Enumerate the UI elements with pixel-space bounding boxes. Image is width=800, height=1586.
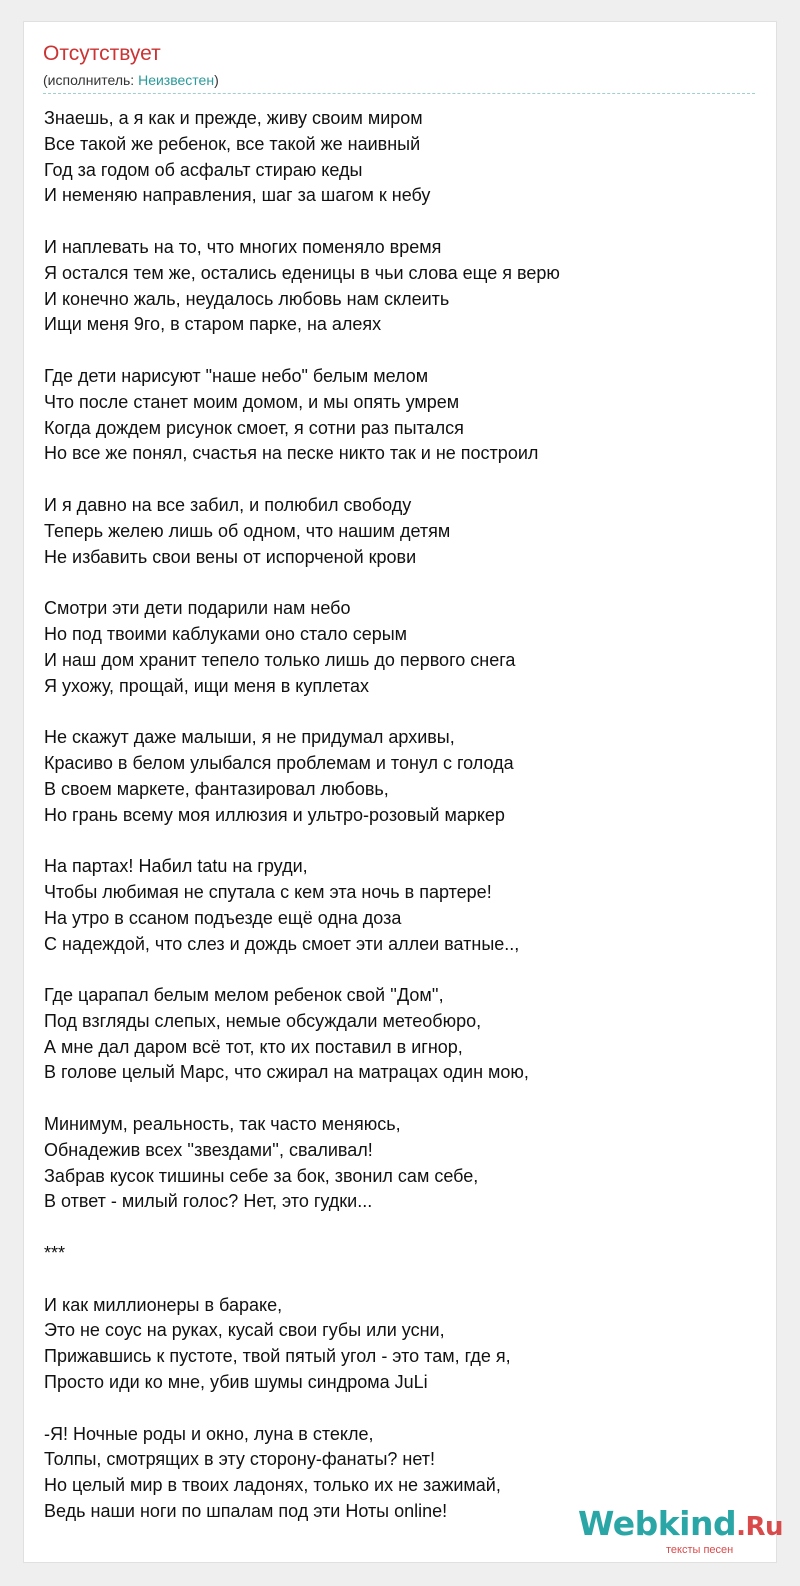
lyric-line: На утро в ссаном подъезде ещё одна доза	[44, 907, 402, 928]
lyric-line: Прижавшись к пустоте, твой пятый угол - это там, где я,	[44, 1346, 511, 1367]
lyric-line: Обнадежив всех ''звездами'', сваливал!	[44, 1139, 373, 1160]
lyric-line: Красиво в белом улыбался проблемам и тонул с голода	[44, 752, 514, 773]
lyric-line: Но под твоими каблуками оно стало серым	[44, 623, 408, 644]
lyric-line: И я давно на все забил, и полюбил свободу	[44, 494, 412, 515]
lyrics-stanza	[44, 596, 764, 699]
lyric-line: Но целый мир в твоих ладонях, только их не зажимай,	[44, 1475, 501, 1496]
lyrics-stanza	[44, 364, 764, 467]
lyric-line: Год за годом об асфальт стираю кеды	[44, 159, 363, 180]
lyric-line: Под взгляды слепых, немые обсуждали метеобюро,	[44, 1010, 482, 1031]
logo-tagline: тексты песен	[666, 1544, 734, 1556]
lyric-line: Теперь желею лишь об одном, что нашим детям	[44, 520, 451, 541]
lyric-line: Я ухожу, прощай, ищи меня в куплетах	[44, 675, 370, 696]
song-title: Отсутствует	[43, 42, 161, 65]
lyric-line: Смотри эти дети подарили нам небо	[44, 598, 351, 619]
webkind-logo[interactable]	[578, 1504, 784, 1563]
lyric-line: С надеждой, что слез и дождь смоет эти аллеи ватные..,	[44, 933, 520, 954]
artist-suffix: )	[214, 72, 219, 88]
lyric-line: Не избавить свои вены от испорченой крови	[44, 546, 417, 567]
logo-tld: .Ru	[736, 1512, 784, 1542]
lyrics-card	[23, 21, 784, 1563]
lyrics-stanza	[44, 725, 764, 828]
lyric-line: А мне дал даром всё тот, кто их поставил в игнор,	[44, 1036, 463, 1057]
logo-word: Webkind	[578, 1504, 737, 1543]
lyrics-stanza	[44, 235, 764, 338]
lyric-line: Где царапал белым мелом ребенок свой ''Дом'',	[44, 985, 444, 1006]
lyric-line: Что после станет моим домом, и мы опять умрем	[44, 391, 460, 412]
lyric-line: Знаешь, а я как и прежде, живу своим миром	[44, 108, 423, 128]
lyric-line: Но грань всему моя иллюзия и ультро-розовый маркер	[44, 804, 505, 825]
lyrics-stanza	[44, 1241, 764, 1267]
lyric-line: И как миллионеры в бараке,	[44, 1294, 283, 1315]
lyrics-body	[44, 106, 764, 1551]
artist-link[interactable]: Неизвестен	[138, 72, 215, 88]
lyric-line: В ответ - милый голос? Нет, это гудки...	[44, 1191, 373, 1212]
lyrics-stanza	[44, 854, 764, 957]
lyric-line: ***	[44, 1243, 66, 1264]
lyric-line: В голове целый Марс, что сжирал на матрацах один мою,	[44, 1062, 529, 1083]
lyrics-stanza	[44, 1293, 764, 1396]
lyric-line: -Я! Ночные роды и окно, луна в стекле,	[44, 1423, 374, 1444]
lyric-line: Я остался тем же, остались еденицы в чьи слова еще я верю	[44, 262, 560, 283]
lyrics-stanza	[44, 983, 764, 1086]
lyric-line: На партах! Набил tatu на груди,	[44, 856, 308, 877]
lyrics-stanza	[44, 106, 764, 209]
lyrics-stanza	[44, 493, 764, 570]
lyrics-stanza	[44, 1112, 764, 1215]
lyric-line: И наплевать на то, что многих поменяло время	[44, 236, 442, 257]
lyric-line: Когда дождем рисунок смоет, я сотни раз пытался	[44, 417, 464, 438]
lyric-line: Не скажут даже малыши, я не придумал архивы,	[44, 727, 455, 748]
lyric-line: Минимум, реальность, так часто меняюсь,	[44, 1114, 401, 1135]
lyric-line: И неменяю направления, шаг за шагом к небу	[44, 185, 431, 206]
lyric-line: И наш дом хранит тепело только лишь до первого снега	[44, 649, 516, 670]
lyric-line: Ведь наши ноги по шпалам под эти Ноты online!	[44, 1501, 448, 1522]
lyric-line: Просто иди ко мне, убив шумы синдрома JuLi	[44, 1372, 428, 1393]
artist-line	[43, 73, 219, 87]
lyric-line: Забрав кусок тишины себе за бок, звонил сам себе,	[44, 1165, 479, 1186]
artist-prefix: (исполнитель:	[43, 72, 139, 88]
lyric-line: Это не соус на руках, кусай свои губы или усни,	[44, 1320, 445, 1341]
dashed-divider	[43, 93, 755, 94]
lyric-line: Где дети нарисуют "наше небо" белым мелом	[44, 365, 429, 386]
lyric-line: И конечно жаль, неудалось любовь нам склеить	[44, 288, 450, 309]
lyric-line: Чтобы любимая не спутала с кем эта ночь в партере!	[44, 881, 492, 902]
lyric-line: В своем маркете, фантазировал любовь,	[44, 778, 389, 799]
lyric-line: Толпы, смотрящих в эту сторону-фанаты? нет!	[44, 1449, 436, 1470]
lyric-line: Ищи меня 9го, в старом парке, на алеях	[44, 314, 382, 335]
lyric-line: Но все же понял, счастья на песке никто так и не построил	[44, 443, 539, 464]
logo-text	[578, 1504, 784, 1543]
lyric-line: Все такой же ребенок, все такой же наивный	[44, 133, 421, 154]
